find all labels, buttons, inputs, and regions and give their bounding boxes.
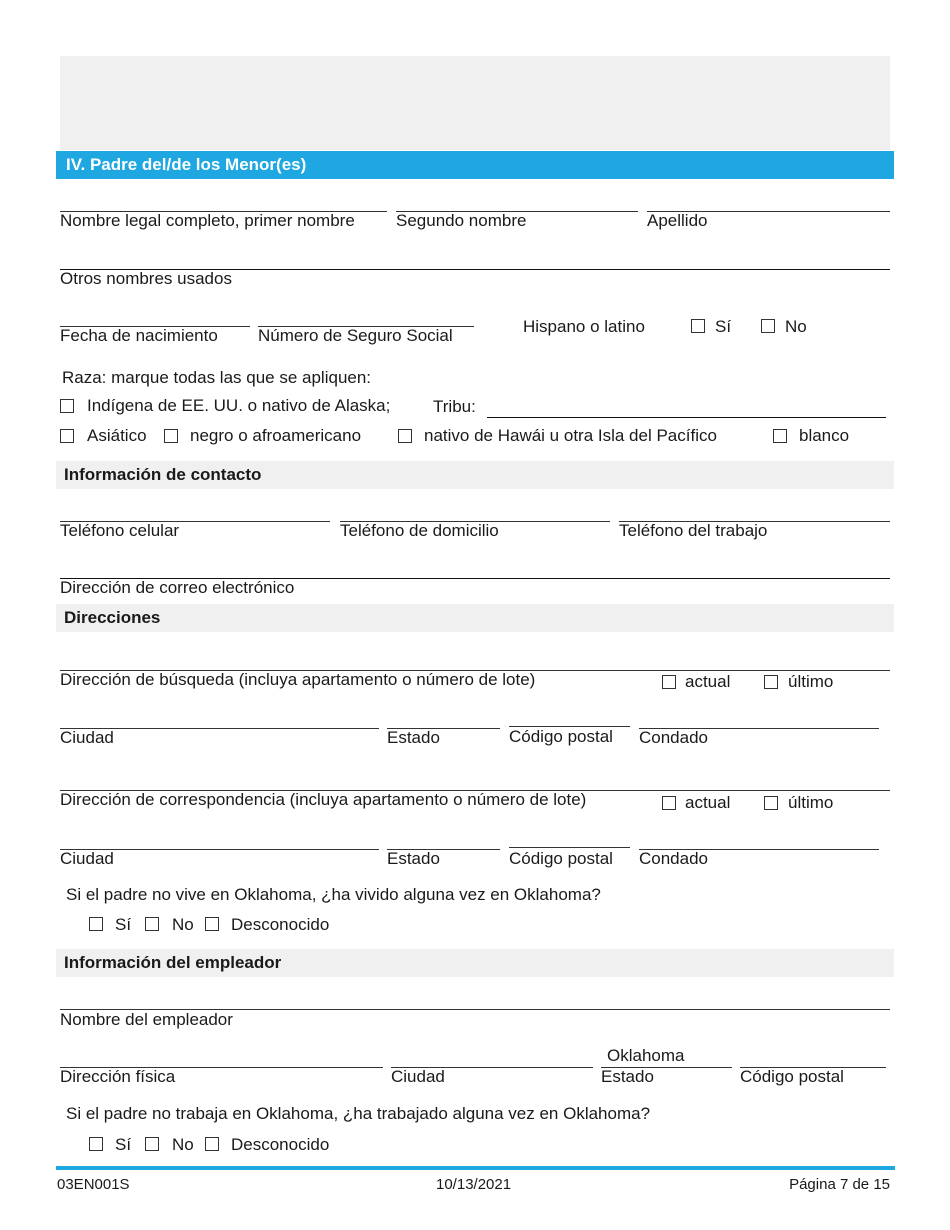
email-label: Dirección de correo electrónico [60, 578, 295, 597]
addresses-section-title: Direcciones [56, 604, 894, 632]
mailing-state-label: Estado [387, 849, 440, 868]
search-county-label: Condado [639, 728, 709, 747]
mailing-current-label: actual [685, 793, 731, 812]
hispanic-no-checkbox[interactable] [761, 319, 775, 333]
search-current-checkbox[interactable] [662, 675, 676, 689]
employer-address-label: Dirección física [60, 1067, 176, 1086]
contact-section-title: Información de contacto [56, 461, 894, 489]
search-current-label: actual [685, 672, 731, 691]
footer-rule [56, 1166, 895, 1170]
worked-question: Si el padre no trabaja en Oklahoma, ¿ha trabajado alguna vez en Oklahoma? [66, 1104, 651, 1123]
other-names-label: Otros nombres usados [60, 269, 232, 288]
last-name-label: Apellido [647, 211, 708, 230]
black-checkbox[interactable] [164, 429, 178, 443]
header-placeholder [60, 56, 890, 150]
white-label: blanco [799, 426, 850, 445]
hawaiian-checkbox[interactable] [398, 429, 412, 443]
lived-unknown-label: Desconocido [231, 915, 330, 934]
search-last-checkbox[interactable] [764, 675, 778, 689]
search-address-label: Dirección de búsqueda (incluya apartamento o número de lote) [60, 670, 536, 689]
worked-unknown-checkbox[interactable] [205, 1137, 219, 1151]
mailing-city-label: Ciudad [60, 849, 114, 868]
footer-form-id: 03EN001S [57, 1176, 130, 1193]
lived-unknown-checkbox[interactable] [205, 917, 219, 931]
lived-question: Si el padre no vive en Oklahoma, ¿ha vivido alguna vez en Oklahoma? [66, 885, 601, 904]
first-name-label: Nombre legal completo, primer nombre [60, 211, 355, 230]
lived-no-label: No [172, 915, 194, 934]
worked-no-label: No [172, 1135, 194, 1154]
work-phone-label: Teléfono del trabajo [619, 521, 768, 540]
search-zip-label: Código postal [509, 727, 613, 746]
hispanic-no-label: No [785, 317, 807, 336]
dob-label: Fecha de nacimiento [60, 326, 218, 345]
worked-no-checkbox[interactable] [145, 1137, 159, 1151]
white-checkbox[interactable] [773, 429, 787, 443]
section-title: IV. Padre del/de los Menor(es) [56, 151, 894, 179]
search-last-label: último [788, 672, 834, 691]
native-label: Indígena de EE. UU. o nativo de Alaska; [87, 396, 391, 415]
employer-state-label: Estado [601, 1067, 654, 1086]
mailing-last-checkbox[interactable] [764, 796, 778, 810]
worked-yes-label: Sí [115, 1135, 132, 1154]
hispanic-yes-label: Sí [715, 317, 732, 336]
search-city-label: Ciudad [60, 728, 114, 747]
employer-section-title: Información del empleador [56, 949, 894, 977]
hispanic-label: Hispano o latino [523, 317, 645, 336]
native-checkbox[interactable] [60, 399, 74, 413]
footer-date: 10/13/2021 [436, 1176, 512, 1193]
mailing-county-label: Condado [639, 849, 709, 868]
footer-page-number: Página 7 de 15 [789, 1176, 890, 1193]
employer-state-value: Oklahoma [607, 1046, 685, 1065]
search-state-label: Estado [387, 728, 440, 747]
lived-yes-checkbox[interactable] [89, 917, 103, 931]
mailing-zip-label: Código postal [509, 849, 613, 868]
lived-no-checkbox[interactable] [145, 917, 159, 931]
employer-city-label: Ciudad [391, 1067, 445, 1086]
race-title: Raza: marque todas las que se apliquen: [62, 368, 372, 387]
employer-zip-label: Código postal [740, 1067, 844, 1086]
employer-name-label: Nombre del empleador [60, 1010, 233, 1029]
tribe-label: Tribu: [433, 397, 476, 416]
mailing-last-label: último [788, 793, 834, 812]
asian-label: Asiático [87, 426, 147, 445]
worked-unknown-label: Desconocido [231, 1135, 330, 1154]
asian-checkbox[interactable] [60, 429, 74, 443]
tribe-field[interactable] [487, 417, 886, 418]
cell-phone-label: Teléfono celular [60, 521, 180, 540]
middle-name-label: Segundo nombre [396, 211, 527, 230]
mailing-current-checkbox[interactable] [662, 796, 676, 810]
mailing-address-label: Dirección de correspondencia (incluya apartamento o número de lote) [60, 790, 587, 809]
lived-yes-label: Sí [115, 915, 132, 934]
mailing-zip-field[interactable] [509, 847, 630, 848]
hispanic-yes-checkbox[interactable] [691, 319, 705, 333]
home-phone-label: Teléfono de domicilio [340, 521, 499, 540]
black-label: negro o afroamericano [190, 426, 362, 445]
worked-yes-checkbox[interactable] [89, 1137, 103, 1151]
hawaiian-label: nativo de Hawái u otra Isla del Pacífico [424, 426, 717, 445]
ssn-label: Número de Seguro Social [258, 326, 453, 345]
